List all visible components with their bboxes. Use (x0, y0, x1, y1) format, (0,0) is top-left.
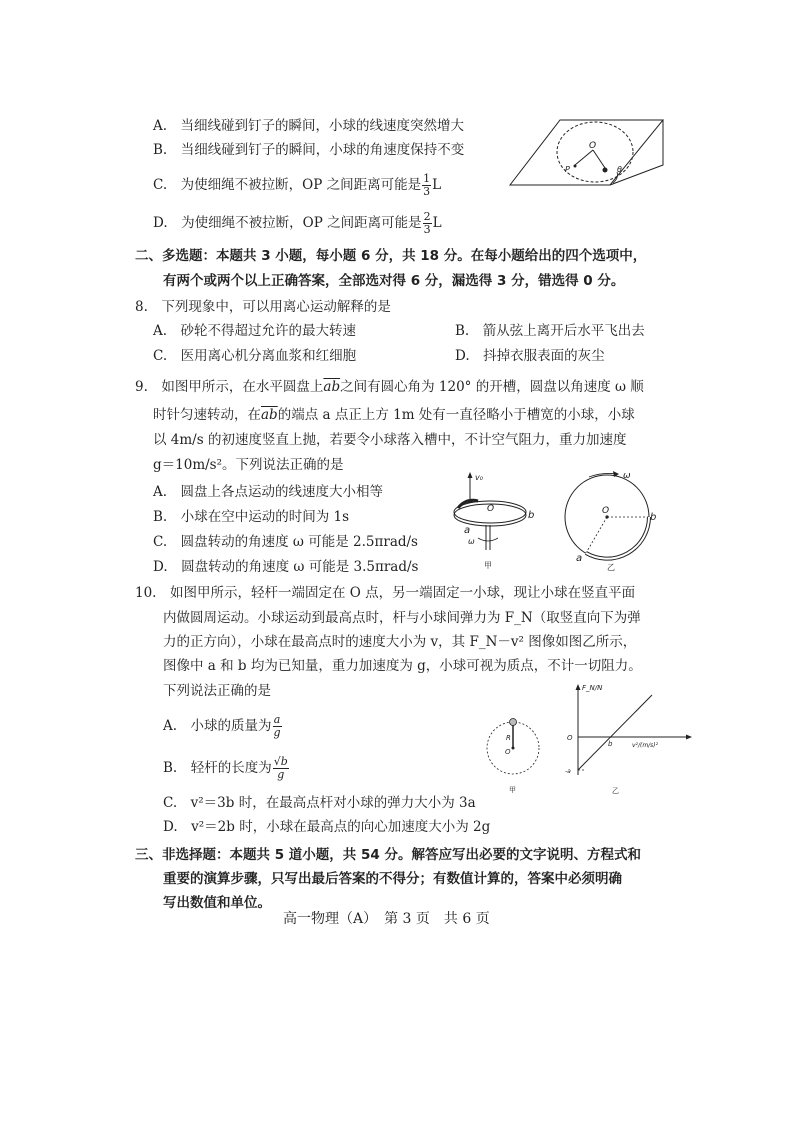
q10-fig-label-o: O (567, 734, 573, 742)
q7-option-d: D. 为使细绳不被拉断，OP 之间距离可能是 $\frac{2}{3}$ L (153, 210, 442, 236)
section3-line1: 三、非选择题：本题共 5 道小题，共 54 分。解答应写出必要的文字说明、方程式和 (135, 847, 641, 863)
q10-option-b: B. 轻杆的长度为 $\frac{√b}{g}$ (163, 755, 288, 781)
q8-option-c: C. 医用离心机分离血浆和红细胞 (153, 348, 357, 364)
q7-fig-label-o: O (589, 141, 597, 151)
q9-line3: 以 4m/s 的初速度竖直上抛，若要令小球落入槽中，不计空气阻力，重力加速度 (153, 432, 627, 448)
q9-fig-label-o: O (487, 504, 495, 514)
q7-option-c: C. 为使细绳不被拉断，OP 之间距离可能是 $\frac{1}{3}$ L (153, 172, 442, 198)
q10-line3: 力的正方向），小球在最高点时的速度大小为 v，其 F_N－v² 图像如图乙所示， (163, 634, 637, 650)
q10-line5: 下列说法正确的是 (163, 683, 271, 699)
q9-fig-label-omega: ω (468, 537, 475, 546)
q7-fig-label-p: P (565, 165, 570, 174)
q9-line2: 时针匀速转动，在$\overline{ab}$的端点 a 点正上方 1m 处有一直径略小于槽宽的小球，小球 (153, 407, 635, 423)
q7-fig-label-theta: θ (617, 165, 622, 174)
q10-option-c: C. v²＝3b 时，在最高点杆对小球的弹力大小为 3a (163, 795, 476, 811)
q9-figure-yi (557, 468, 662, 573)
q9-option-d: D. 圆盘转动的角速度 ω 可能是 3.5πrad/s (153, 559, 419, 575)
q8-stem: 8. 下列现象中，可以用离心运动解释的是 (135, 299, 391, 315)
q10-line2: 内做圆周运动。小球运动到最高点时，杆与小球间弹力为 F_N（取竖直向下为弹 (163, 610, 641, 626)
q10-option-a: A. 小球的质量为 $\frac{a}{g}$ (163, 713, 281, 739)
q9-figure-jia (448, 468, 543, 573)
q10-fig-label-o: O (505, 748, 511, 756)
q10-fig-label-neg-a: -a (565, 768, 571, 775)
q10-figure-jia (483, 712, 543, 797)
q10-fig-label-fn: F_N/N (582, 684, 603, 692)
q10-fig-caption-jia: 甲 (509, 786, 516, 794)
section3-line3: 写出数值和单位。 (163, 895, 271, 911)
q7-option-b: B. 当细线碰到钉子的瞬间，小球的角速度保持不变 (153, 142, 465, 158)
q9-fig2-label-o: O (602, 506, 610, 516)
q9-option-a: A. 圆盘上各点运动的线速度大小相等 (153, 484, 384, 500)
q10-fig-label-b: b (608, 740, 613, 748)
q9-fig-label-a: a (464, 525, 471, 536)
q9-fig-caption-yi: 乙 (607, 563, 615, 572)
q9-fig2-label-omega: ω (623, 471, 631, 481)
q9-line1: 9. 如图甲所示，在水平圆盘上$\overline{ab}$之间有圆心角为 120° 的开槽，圆盘以角速度 ω 顺 (135, 379, 644, 395)
q7-incline-figure (505, 110, 665, 190)
q10-line1: 10. 如图甲所示，轻杆一端固定在 O 点，另一端固定一小球，现让小球在竖直平面 (135, 585, 636, 601)
q10-fig-label-v2: v²/(m/s)² (632, 742, 659, 749)
q9-option-b: B. 小球在空中运动的时间为 1s (153, 509, 350, 525)
q9-fig-label-b: b (528, 510, 535, 521)
q10-line4: 图像中 a 和 b 均为已知量，重力加速度为 g，小球可视为质点，不计一切阻力。 (163, 658, 642, 674)
q10-fig-caption-yi: 乙 (612, 787, 619, 795)
page-footer: 高一物理（A） 第 3 页 共 6 页 (283, 911, 490, 927)
q10-option-d: D. v²＝2b 时，小球在最高点的向心加速度大小为 2g (163, 819, 491, 835)
q9-line4: g＝10m/s²。下列说法正确的是 (153, 457, 344, 473)
q9-fig2-label-b: b (650, 512, 657, 523)
q8-option-d: D. 抖掉衣服表面的灰尘 (455, 348, 605, 364)
q8-option-b: B. 箭从弦上离开后水平飞出去 (455, 323, 645, 339)
q10-figure-yi (560, 680, 695, 798)
q9-fig-caption-jia: 甲 (484, 561, 492, 570)
q9-option-c: C. 圆盘转动的角速度 ω 可能是 2.5πrad/s (153, 534, 418, 550)
section3-line2: 重要的演算步骤，只写出最后答案的不得分；有数值计算的，答案中必须明确 (163, 871, 622, 887)
q7-option-a: A. 当细线碰到钉子的瞬间，小球的线速度突然增大 (153, 118, 465, 134)
section2-line1: 二、多选题：本题共 3 小题，每小题 6 分，共 18 分。在每小题给出的四个选项中， (135, 248, 647, 264)
q8-option-a: A. 砂轮不得超过允许的最大转速 (153, 323, 357, 339)
section2-line2: 有两个或两个以上正确答案，全部选对得 6 分，漏选得 3 分，错选得 0 分。 (163, 273, 625, 289)
q9-fig-label-v0: v₀ (475, 473, 483, 482)
q10-fig-label-r: R (506, 734, 511, 742)
q9-fig2-label-a: a (576, 553, 583, 564)
